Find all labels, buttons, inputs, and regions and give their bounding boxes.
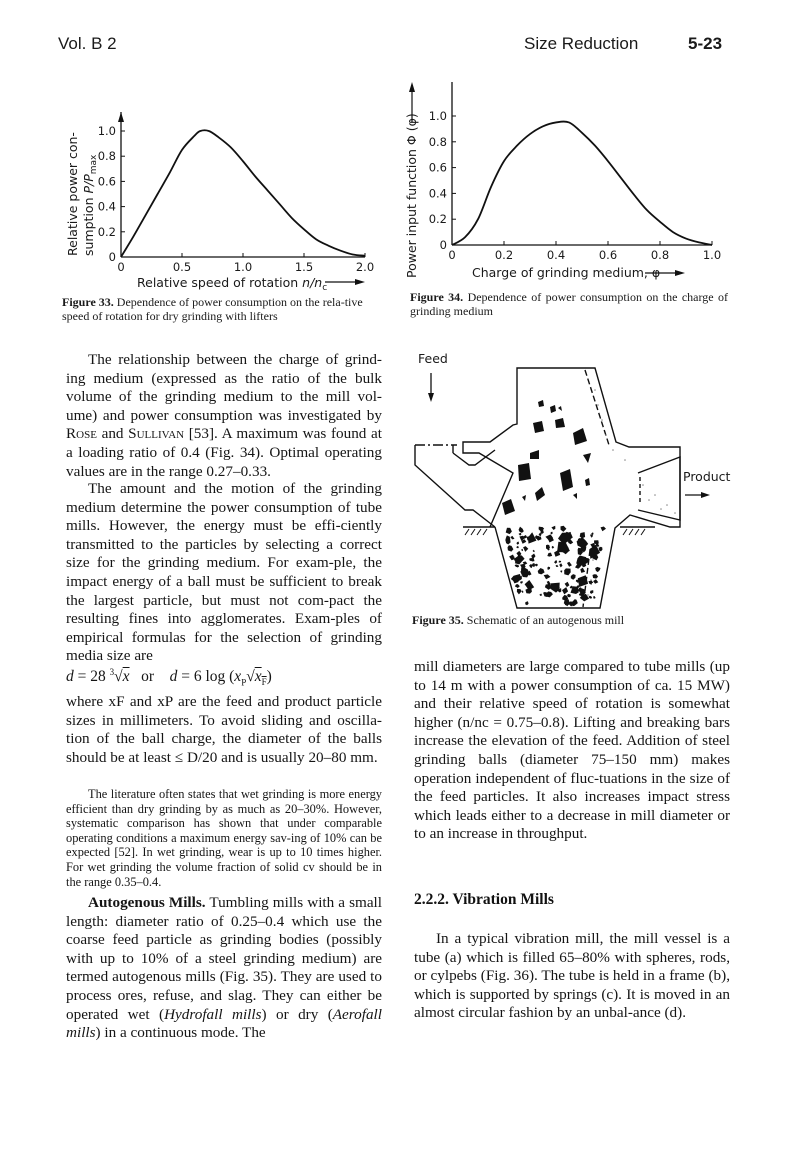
rock: [554, 560, 557, 564]
rock: [516, 542, 519, 545]
rock: [545, 584, 551, 590]
figure-35-diagram: [405, 345, 735, 610]
rock: [559, 563, 562, 567]
fig34-y-tick-label: 0.8: [428, 134, 447, 149]
rock: [567, 562, 572, 567]
rock: [580, 532, 585, 538]
figure-35-caption-text: Schematic of an autogenous mill: [463, 613, 625, 627]
paragraph-loading-ratio: The relationship between the charge of grind-ing medium (expressed as the ratio of the bulk volume of the grinding medium to the mill vol-ume) and power consumption was investigated by Rose and Sullivan [53]. A maximum was found at a loading ratio of 0.4 (Fig. 34). Optimal operating values are in the range 0.27–0.33.: [66, 351, 382, 480]
figure-33-chart: [55, 110, 385, 290]
rock: [562, 587, 568, 594]
fig33-x-tick-label: 0.5: [172, 260, 192, 274]
run-in-heading-autogenous-mills: Autogenous Mills.: [88, 894, 206, 911]
fig33-y-tick-label: 0.2: [97, 224, 116, 239]
fig33-x-tick-label: 2.0: [355, 260, 375, 274]
rock: [547, 567, 550, 570]
figure-34-x-axis-label: Charge of grinding medium, φ: [472, 265, 661, 280]
rock: [510, 536, 514, 540]
rock: [578, 548, 583, 555]
rock: [525, 588, 532, 594]
rock: [593, 579, 598, 583]
rock: [593, 574, 599, 578]
rock: [589, 596, 593, 599]
paragraph-mill-diameters: mill diameters are large compared to tube mills (up to 14 m with a power consumption of ca. 15 MW) and their relative speed of rotation is somewhat higher (n/nc = 0.75–0.8). Lifting and breaking bars increase the elevation of the feed. Addition of steel grinding balls (diameter 75–150 mm) makes operation independent of fluc-tuations in the size of the feed particles. It also increases impact stress which leads either to a decrease in mill diameter or to an increase in throughput.: [414, 658, 730, 843]
figure-33-y-arrow: [118, 112, 124, 122]
ground-hatch-left: [465, 529, 487, 535]
figure-33-caption: [62, 295, 382, 323]
figure-33-curve: [121, 130, 365, 257]
figure-33-ylabel-line1: Relative power con-: [65, 132, 80, 256]
rock: [535, 564, 538, 567]
page-number: 5-23: [688, 34, 723, 53]
formula-media-size: d = 28 $^3$√x or d = 6 $\log (x_P√x_F)$: [66, 667, 272, 688]
fig34-y-tick-label: 0.2: [428, 212, 447, 227]
fig34-x-tick-label: 0.2: [494, 248, 514, 262]
rock: [588, 581, 593, 585]
fig33-y-tick-label: 0: [108, 250, 116, 264]
fig33-x-tick-label: 1.5: [294, 260, 314, 274]
rock: [556, 565, 559, 567]
rock: [539, 594, 542, 597]
rock: [565, 582, 570, 587]
rock: [595, 567, 600, 572]
running-header-volume: Vol. B 2: [58, 34, 117, 53]
fig34-y-tick-label: 0.6: [428, 160, 447, 175]
rock: [601, 527, 607, 532]
fig33-x-tick-label: 1.0: [233, 260, 253, 274]
rock: [519, 533, 522, 536]
fines-stipple: [587, 389, 676, 596]
formula-or: or: [141, 668, 155, 686]
figure-33-ylabel-line2: sumption $P/P_{max}$: [81, 154, 99, 256]
rock: [508, 545, 514, 551]
paragraph-grinding-medium: The amount and the motion of the grinding medium determine the power consumption of tube mills. However, the energy must be effi-ciently transmitted to the particles by selecting a correct size for the grinding medium. For exam-ple, the impact energy of a ball must be sufficient to break the largest particle, but must not com-pact the resulting fines into agglomerates. Exam-ples of empirical formulas for the selection of grinding media size are: [66, 480, 382, 665]
fig34-y-tick-label: 1.0: [428, 109, 447, 123]
fig34-y-tick-label: 0: [439, 238, 447, 252]
rock: [590, 590, 594, 594]
figure-34-caption: [410, 290, 728, 318]
rock: [525, 601, 528, 605]
rock: [551, 526, 555, 530]
paragraph-autogenous-mills: Autogenous Mills. Tumbling mills with a small length: diameter ratio of 0.25–0.4 which use the coarse feed particle as grinding bodies (possibly with up to 10% of a steel grinding medium) are termed autogenous mills (Fig. 35). They are used to process ores, refuse, and slag. They can either be operated wet (Hydrofall mills) or dry (Aerofall mills) in a continuous mode. The: [66, 894, 382, 1042]
rock: [516, 565, 519, 568]
fig33-y-tick-label: 0.8: [97, 149, 116, 164]
rock: [543, 592, 548, 597]
rock: [564, 568, 571, 575]
ground-hatch-right: [623, 529, 645, 535]
rock: [564, 599, 570, 606]
fig33-y-tick-label: 1.0: [97, 124, 116, 138]
author-sullivan: Sullivan: [128, 425, 185, 443]
fig34-x-tick-label: 0.6: [598, 248, 618, 262]
section-heading-vibration-mills: 2.2.2. Vibration Mills: [414, 891, 554, 908]
rock: [523, 546, 528, 552]
figure-33-label: Figure 33.: [62, 295, 114, 309]
rock: [550, 532, 552, 535]
mill-outline: [415, 368, 680, 608]
figure-34-y-axis-label: Power input function Φ (φ): [404, 113, 419, 278]
paragraph-wet-grinding: The literature often states that wet grinding is more energy efficient than dry grinding by as much as 20–30%. However, systematic comparison has shown that under comparable operating conditions a maximum energy sav-ing of 10% can be expected [52]. In wet grinding, wear is up to 10 times higher. For wet grinding the volume fraction of solid cv should be in the range 0.35–0.4.: [66, 787, 382, 889]
figure-34-curve: [452, 122, 712, 245]
rock: [517, 589, 522, 595]
rock: [547, 553, 552, 557]
rock: [544, 574, 551, 579]
rock: [538, 568, 545, 574]
fig34-y-tick-label: 0.4: [428, 186, 447, 201]
figure-33-y-axis-label: [65, 132, 99, 256]
rock: [552, 546, 555, 549]
rock: [522, 590, 524, 593]
rock: [506, 528, 512, 534]
rock: [599, 547, 603, 552]
figure-35-label: Figure 35.: [412, 613, 464, 627]
rock: [529, 564, 532, 568]
rock: [517, 546, 519, 548]
figure-33-caption-text: Dependence of power consumption on the rela-tive speed of rotation for dry grinding with lifters: [62, 295, 363, 323]
fig33-y-tick-label: 0.6: [97, 174, 116, 189]
fig34-x-tick-label: 0: [448, 248, 456, 262]
rock: [571, 574, 576, 580]
fig33-y-tick-label: 0.4: [97, 199, 116, 214]
rock: [520, 581, 523, 583]
paragraph-vibration-mill: In a typical vibration mill, the mill vessel is a tube (a) which is filled 65–80% with spheres, rods, or cylpebs (Fig. 36). The tube is held in a frame (b), which is supported by springs (c). It is moved in an almost circular fashion by an unbal-ance (d).: [414, 930, 730, 1022]
figure-34-label: Figure 34.: [410, 290, 464, 304]
figure-35-caption: [412, 613, 730, 627]
fig34-x-tick-label: 0.8: [650, 248, 670, 262]
rock-charge: [505, 526, 606, 607]
feed-label: Feed: [418, 351, 448, 366]
rock: [519, 527, 524, 533]
feed-arrow-icon: [428, 373, 434, 402]
figure-34-svg: [400, 80, 740, 285]
rock: [533, 550, 535, 552]
rock: [560, 570, 562, 572]
paragraph-feed-product: where xF and xP are the feed and product particle sizes in millimeters. To avoid sliding and oscilla-tion of the ball charge, the diameter of the balls should be at least ≤ D/20 and is usually 20–80 mm.: [66, 693, 382, 766]
fig34-x-tick-label: 1.0: [702, 248, 722, 262]
rock: [531, 558, 535, 561]
figure-34-caption-text: Dependence of power consumption on the charge of grinding medium: [410, 290, 728, 318]
rock: [575, 564, 581, 569]
author-rose: Rose: [66, 425, 97, 443]
product-arrow-icon: [685, 492, 710, 498]
fig33-x-tick-label: 0: [117, 260, 125, 274]
rock: [511, 574, 522, 583]
product-label: Product: [683, 469, 731, 484]
rock: [515, 584, 520, 588]
figure-35-svg: [405, 345, 735, 610]
rock: [561, 526, 567, 532]
figure-34-chart: [400, 80, 740, 285]
rock: [593, 596, 596, 599]
figure-33-x-arrow: [325, 279, 365, 285]
figure-33-svg: [55, 110, 385, 290]
falling-rocks: [502, 400, 591, 515]
figure-33-x-axis-label: Relative speed of rotation $n/n_c$: [137, 275, 328, 290]
rock: [580, 568, 585, 573]
fig34-x-tick-label: 0.4: [546, 248, 566, 262]
running-header-section: Size Reduction: [524, 34, 639, 53]
rock: [559, 561, 562, 563]
rock: [521, 549, 523, 551]
rock: [567, 594, 571, 598]
